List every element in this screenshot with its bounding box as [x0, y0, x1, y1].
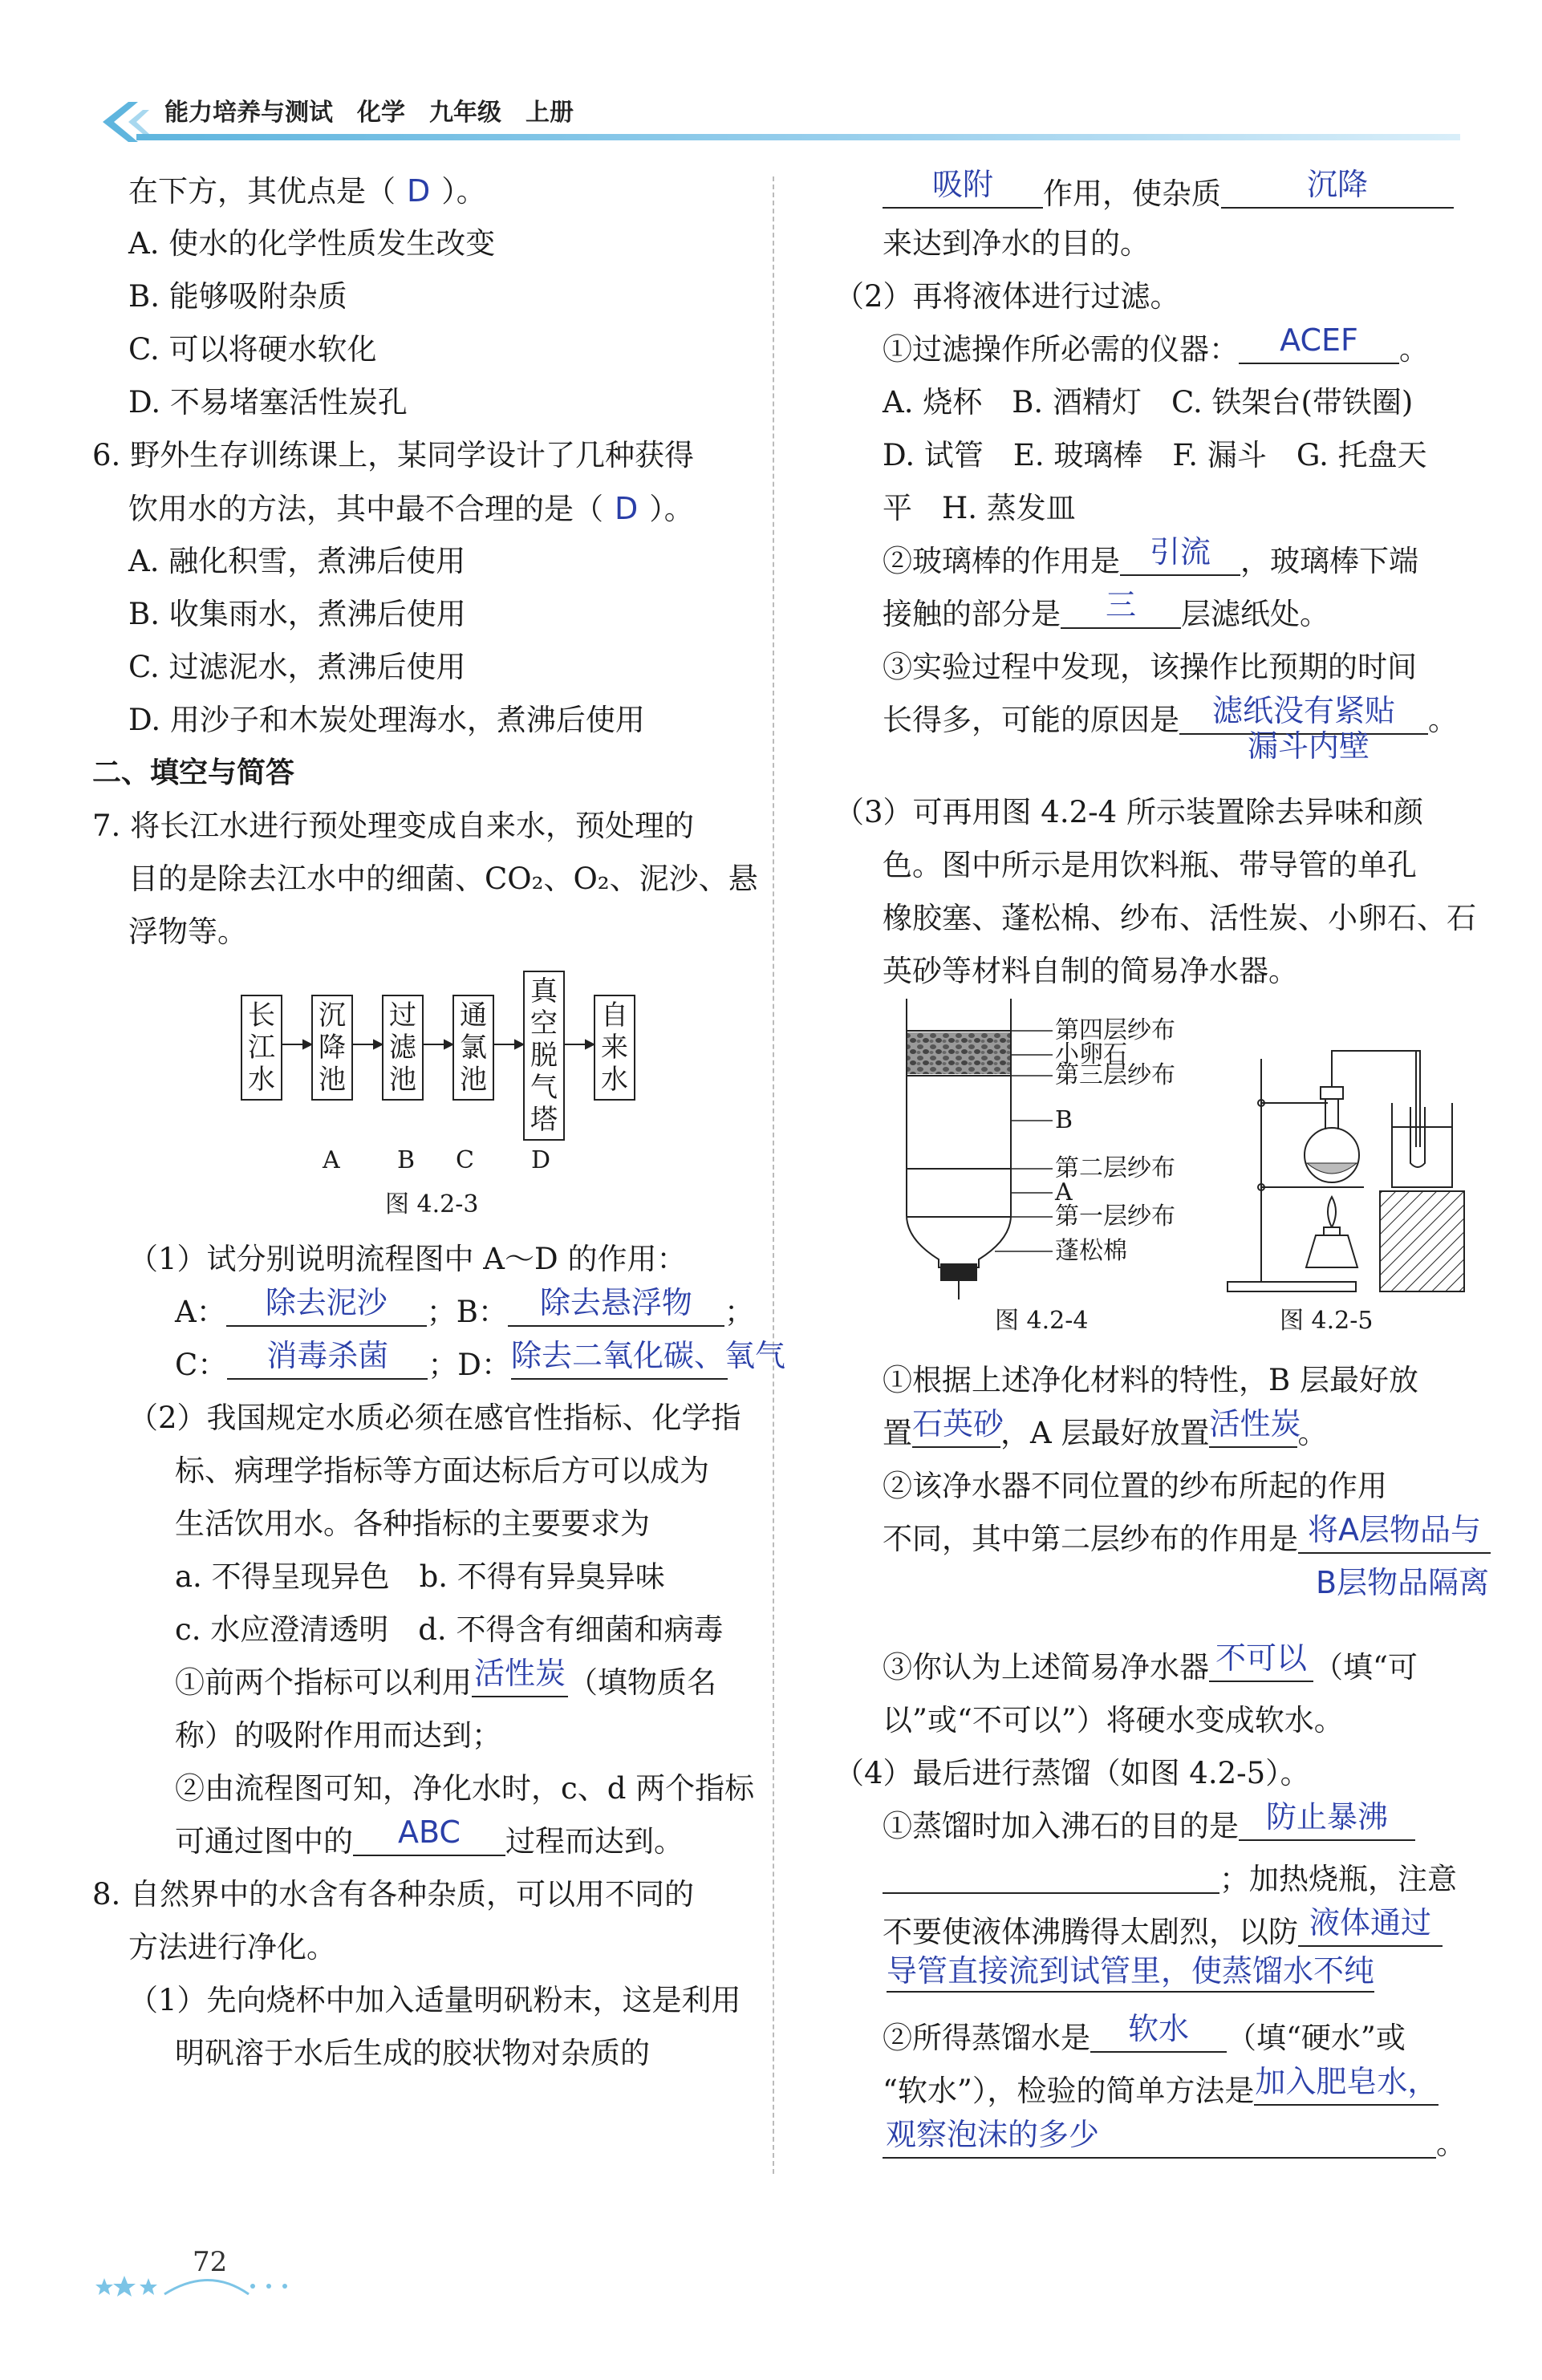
page-footer [88, 2238, 329, 2302]
q6-option-b: B. 收集雨水，煮沸后使用 [128, 597, 466, 631]
p4-2-line3: 观察泡沫的多少 。 [883, 2124, 1466, 2164]
p2-2b-answer: 三 [1105, 587, 1136, 622]
r1-blank2 [1221, 167, 1454, 209]
q7-2-1-line2: 称）的吸附作用而达到； [175, 1718, 501, 1753]
p4-1-blank2 [1298, 1905, 1443, 1947]
q5-answer: D [407, 173, 431, 209]
q7-1-a-answer: 除去泥沙 [265, 1285, 388, 1320]
fig424-caption: 图 4.2-4 [995, 1307, 1089, 1335]
p2-options-1: A. 烧杯 B. 酒精灯 C. 铁架台(带铁圈) [883, 385, 1414, 420]
fig424-label-1: 第一层纱布 [1055, 1202, 1175, 1231]
p2-3-line1: ③实验过程中发现，该操作比预期的时间 [883, 650, 1417, 684]
p4-1-blank-cont [883, 1860, 1219, 1894]
p4-1-answer3: 导管直接流到试管里，使蒸馏水不纯 [887, 1951, 1374, 1993]
p4-2-line2: “软水”），检验的简单方法是 加入肥皂水， [883, 2064, 1439, 2108]
q7-2-2-answer: ABC [398, 1814, 461, 1850]
p4-2-answer2: 加入肥皂水， [1255, 2064, 1439, 2099]
fig424-label-a: A [1055, 1178, 1073, 1206]
page-number: 72 [193, 2246, 228, 2278]
p3-line3: 橡胶塞、蓬松棉、纱布、活性炭、小卵石、石 [883, 901, 1476, 935]
fig424-label-3: 第三层纱布 [1055, 1061, 1175, 1089]
p2-3-line2: 长得多，可能的原因是 滤纸没有紧贴 。 [883, 693, 1458, 737]
q7-1-b-blank [508, 1285, 724, 1327]
q7-2-line3: 生活饮用水。各种指标的主要要求为 [175, 1506, 650, 1541]
q7-1-cd: C： 消毒杀菌 ；D： 除去二氧化碳、氧气 [175, 1338, 785, 1382]
flow-box-guolv: 过滤池 [382, 995, 424, 1101]
q5-stem: 在下方，其优点是（ D ）。 [128, 173, 486, 209]
p2-options-3: 平 H. 蒸发皿 [883, 491, 1076, 525]
p3-3-blank [1209, 1640, 1313, 1682]
flow-label-c: C [456, 1146, 474, 1174]
q8-line1: 8. 自然界中的水含有各种杂质，可以用不同的 [92, 1877, 695, 1912]
p2-1-blank [1239, 322, 1399, 364]
p4-1-line1: ①蒸馏时加入沸石的目的是 防止暴沸 [883, 1806, 1415, 1847]
q8-1-line1: （1）先向烧杯中加入适量明矾粉末，这是利用 [128, 1983, 741, 2017]
fig424-label-pebble: 小卵石 [1055, 1040, 1127, 1068]
q7-2-line1: （2）我国规定水质必须在感官性指标、化学指 [128, 1401, 741, 1435]
header-rule [136, 134, 1460, 140]
p4-1-line3: 不要使液体沸腾得太剧烈，以防 液体通过 [883, 1912, 1443, 1952]
p2-2-blank [1120, 534, 1240, 576]
p3-2-blank [1298, 1512, 1491, 1554]
q6-answer: D [615, 491, 639, 526]
distillation-diagram [1219, 1027, 1484, 1299]
r1-answer1: 吸附 [931, 167, 993, 202]
flow-box-chenjiang: 沉降池 [311, 995, 353, 1101]
q8-1-line2: 明矾溶于水后生成的胶状物对杂质的 [175, 2036, 650, 2070]
pebble-layer [907, 1032, 1010, 1074]
fig424-label-b: B [1055, 1106, 1073, 1134]
q5-option-b: B. 能够吸附杂质 [128, 279, 347, 314]
p2-3-answer: 滤纸没有紧贴 [1211, 693, 1395, 728]
p4-2c-blank [883, 2117, 1436, 2159]
q7-2-2-blank [353, 1814, 505, 1856]
header-title: 能力培养与测试 化学 九年级 上册 [164, 99, 574, 127]
q7-2-ab: a. 不得呈现异色 b. 不得有异臭异味 [175, 1559, 665, 1594]
p2-3-answer-cont: 漏斗内壁 [1248, 728, 1370, 764]
q6-option-d: D. 用沙子和木炭处理海水，煮沸后使用 [128, 703, 645, 737]
q7-2-cd: c. 水应澄清透明 d. 不得含有细菌和病毒 [175, 1612, 724, 1647]
q6-option-c: C. 过滤泥水，煮沸后使用 [128, 650, 466, 684]
p2-1-answer: ACEF [1280, 322, 1358, 358]
p3-line2: 色。图中所示是用饮料瓶、带导管的单孔 [883, 848, 1417, 882]
fig424-label-4: 第四层纱布 [1055, 1016, 1175, 1044]
p2-2b-blank [1061, 587, 1181, 629]
p3-line1: （3）可再用图 4.2-4 所示装置除去异味和颜 [834, 795, 1423, 829]
p3-2-line1: ②该净水器不同位置的纱布所起的作用 [883, 1469, 1387, 1503]
p2-2b: 接触的部分是 三 层滤纸处。 [883, 587, 1329, 631]
section-title: 二、填空与简答 [92, 756, 295, 789]
flow-box-changjiang: 长江水 [241, 995, 282, 1101]
p3-1-blank1 [912, 1406, 1004, 1448]
p4-2-line1: ②所得蒸馏水是 软水 （填“硬水”或 [883, 2011, 1406, 2055]
q7-2-1: ①前两个指标可以利用 活性炭 （填物质名 [175, 1656, 716, 1700]
p3-1-answer1: 石英砂 [912, 1406, 1004, 1441]
fig424-label-2: 第二层纱布 [1055, 1154, 1175, 1182]
flow-label-d: D [531, 1146, 551, 1174]
q7-2-2-line2: 可通过图中的 ABC 过程而达到。 [175, 1814, 684, 1859]
p3-2-answer-cont: B层物品隔离 [1316, 1565, 1490, 1600]
r1-blank1 [883, 167, 1043, 209]
p2-title: （2）再将液体进行过滤。 [834, 279, 1180, 314]
figure-4-2-5 [1219, 1027, 1484, 1336]
flow-chart [241, 971, 658, 1219]
p3-1-line1: ①根据上述净化材料的特性，B 层最好放 [883, 1363, 1418, 1397]
q7-line2: 目的是除去江水中的细菌、CO₂、O₂、泥沙、悬 [128, 862, 758, 896]
q6-option-a: A. 融化积雪，煮沸后使用 [128, 544, 466, 578]
p4-1-answer: 防止暴沸 [1265, 1799, 1388, 1835]
q7-1-a-blank [226, 1285, 427, 1327]
p4-1-answer2: 液体通过 [1309, 1905, 1431, 1940]
q8-line2: 方法进行净化。 [128, 1930, 336, 1964]
p4-title: （4）最后进行蒸馏（如图 4.2-5）。 [834, 1756, 1310, 1790]
p3-2-line2: 不同，其中第二层纱布的作用是 将A层物品与 [883, 1519, 1491, 1559]
q7-1-c-answer: 消毒杀菌 [266, 1338, 389, 1373]
flow-arrows [241, 971, 658, 1147]
q7-1-prompt: （1）试分别说明流程图中 A～D 的作用： [128, 1242, 687, 1276]
q7-2-2-line1: ②由流程图可知，净化水时，c、d 两个指标 [175, 1771, 755, 1806]
q7-line3: 浮物等。 [128, 914, 247, 949]
p4-2-blank [1090, 2011, 1227, 2053]
p2-2-answer: 引流 [1149, 534, 1211, 570]
q6-line1: 6. 野外生存训练课上，某同学设计了几种获得 [92, 438, 695, 472]
p3-3-answer: 不可以 [1215, 1640, 1307, 1676]
p2-1: ①过滤操作所必需的仪器： ACEF 。 [883, 322, 1429, 367]
r1-answer2: 沉降 [1306, 167, 1368, 202]
q7-2-line2: 标、病理学指标等方面达标后方可以成为 [175, 1454, 709, 1488]
flow-box-zilaishui: 自来水 [594, 995, 635, 1101]
p4-2-answer3: 观察泡沫的多少 [886, 2117, 1100, 2152]
r1-line2: 来达到净水的目的。 [883, 226, 1150, 261]
fig425-caption: 图 4.2-5 [1280, 1307, 1374, 1335]
figure-4-2-4 [891, 999, 1228, 1336]
p4-1-line2: ；加热烧瓶，注意 [883, 1859, 1457, 1900]
p4-2b-blank [1254, 2064, 1439, 2106]
flow-label-a: A [323, 1146, 340, 1174]
flow-box-tuoqi: 真空脱气塔 [523, 971, 565, 1141]
p2-2: ②玻璃棒的作用是 引流 ，玻璃棒下端 [883, 534, 1418, 578]
p4-2-answer: 软水 [1127, 2011, 1189, 2046]
flow-box-tonglv: 通氯池 [452, 995, 494, 1101]
q7-1-c-blank [227, 1338, 428, 1380]
p3-2-answer1: 将A层物品与 [1308, 1512, 1481, 1547]
p3-line4: 英砂等材料自制的简易净水器。 [883, 954, 1298, 988]
q6-line2: 饮用水的方法，其中最不合理的是（ D ）。 [128, 491, 694, 526]
column-divider [773, 176, 774, 2174]
p3-1-answer2: 活性炭 [1209, 1406, 1301, 1441]
p2-options-2: D. 试管 E. 玻璃棒 F. 漏斗 G. 托盘天 [883, 438, 1427, 472]
q5-option-a: A. 使水的化学性质发生改变 [128, 226, 496, 261]
q7-1-d-blank [510, 1338, 785, 1380]
q7-1-ab: A： 除去泥沙 ；B： 除去悬浮物 ； [175, 1285, 754, 1329]
q7-2-1-answer: 活性炭 [473, 1656, 566, 1691]
p3-1-blank2 [1209, 1406, 1301, 1448]
header-bar [88, 92, 1452, 148]
flow-caption: 图 4.2-3 [385, 1190, 479, 1218]
q5-option-d: D. 不易堵塞活性炭孔 [128, 385, 408, 420]
q7-2-1-blank [472, 1656, 568, 1697]
q7-1-d-answer: 除去二氧化碳、氧气 [510, 1338, 785, 1373]
p3-1-line2: 置 石英砂 ，A 层最好放置 活性炭 。 [883, 1406, 1328, 1450]
hatched-block [1380, 1191, 1464, 1291]
q7-1-b-answer: 除去悬浮物 [539, 1285, 692, 1320]
flow-label-b: B [397, 1146, 416, 1174]
q5-option-c: C. 可以将硬水软化 [128, 332, 377, 367]
r1-line1: 吸附 作用，使杂质 沉降 [883, 174, 1454, 214]
p3-3-line1: ③你认为上述简易净水器 不可以 （填“可 [883, 1640, 1418, 1685]
p4-1-blank [1239, 1799, 1415, 1841]
fig424-label-cotton: 蓬松棉 [1055, 1237, 1127, 1265]
p3-3-line2: 以”或“不可以”）将硬水变成软水。 [883, 1703, 1344, 1737]
q7-line1: 7. 将长江水进行预处理变成自来水，预处理的 [92, 809, 695, 843]
